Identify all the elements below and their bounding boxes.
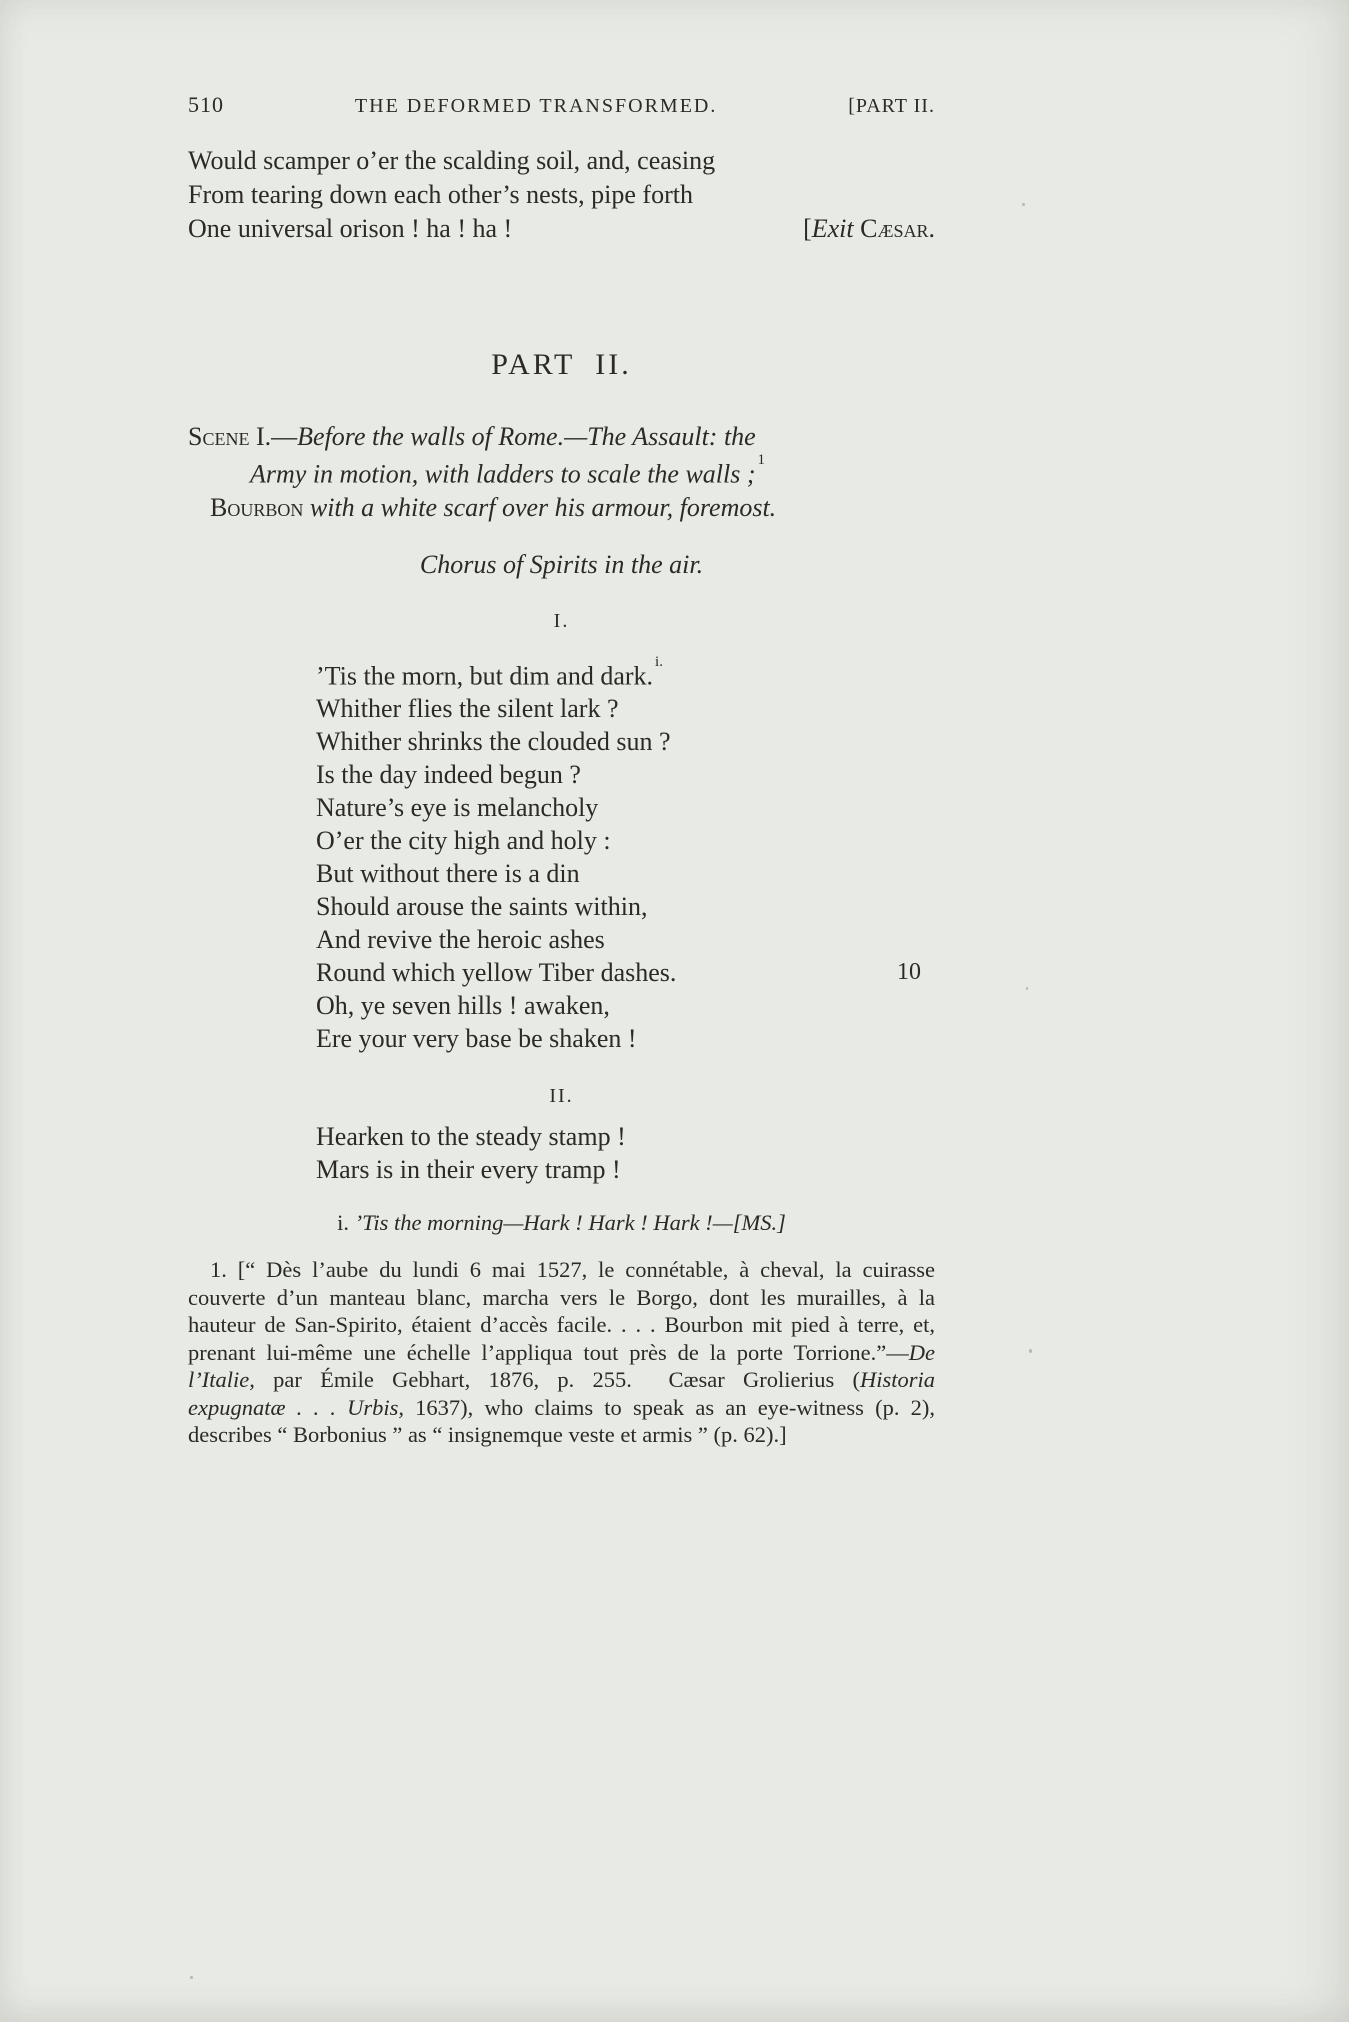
- scene-description: Before the walls of Rome.—The Assault: the: [297, 422, 756, 451]
- verse-line: Hearken to the steady stamp !: [316, 1122, 626, 1152]
- verse-line: And revive the heroic ashes: [316, 925, 605, 955]
- scene-heading: [188, 420, 935, 524]
- page-header: [188, 92, 935, 118]
- scene-description: Army in motion, with ladders to scale the walls ;: [250, 459, 756, 489]
- footnote-cited-work: De l’Italie,: [188, 1339, 935, 1393]
- page-number: 510: [188, 92, 224, 117]
- footnote-text: 1637), who claims to speak as an eye-witness (p. 2), describes “ Borbonius ” as “ insignemque veste et armis ” (p. 62).]: [188, 1394, 936, 1448]
- stage-direction-verb: Exit: [811, 214, 854, 243]
- scene-line: [250, 453, 935, 491]
- scan-artifact: [190, 1976, 193, 1979]
- scan-artifact: [1026, 987, 1028, 990]
- stanza-number: I.: [553, 609, 570, 632]
- variant-ref: i.: [337, 1210, 355, 1236]
- footnote-cited-work: Historia expugnatæ . . . Urbis,: [188, 1367, 935, 1420]
- line-number: 10: [897, 959, 921, 986]
- stanza-1: [316, 655, 935, 1056]
- scan-artifact: [1022, 203, 1025, 206]
- verse-line: Should arouse the saints within,: [316, 892, 648, 922]
- scan-artifact: [1029, 1349, 1032, 1353]
- stage-direction: [803, 212, 935, 246]
- opening-passage: [188, 144, 935, 246]
- scene-line: [210, 491, 935, 524]
- verse-line: O’er the city high and holy :: [316, 826, 611, 856]
- verse-line: Whither flies the silent lark ?: [316, 694, 619, 724]
- verse-line: Mars is in their every tramp !: [316, 1155, 621, 1185]
- verse-line: Whither shrinks the clouded sun ?: [316, 727, 671, 757]
- verse-line-text: Round which yellow Tiber dashes.: [316, 958, 677, 988]
- footnote: [188, 1256, 935, 1449]
- footnote-ref: 1: [757, 452, 766, 468]
- verse-line: But without there is a din: [316, 859, 580, 889]
- verse-line: Would scamper o’er the scalding soil, and, ceasing: [188, 146, 716, 175]
- stanza-number: II.: [549, 1085, 574, 1108]
- verse-line-text: ’Tis the morn, but dim and dark.: [316, 661, 654, 691]
- verse-line: Nature’s eye is melancholy: [316, 793, 599, 823]
- verse-line: [316, 956, 935, 989]
- chorus-heading: Chorus of Spirits in the air.: [419, 549, 704, 579]
- variant-source: [MS.]: [732, 1210, 786, 1236]
- scene-number: I.—: [249, 422, 298, 451]
- text-column: [188, 0, 935, 1449]
- verse-line: [316, 655, 935, 693]
- footnote-text: par Émile Gebhart, 1876, p. 255. Cæsar Grolierius (: [254, 1367, 860, 1393]
- variant-note: [188, 1210, 935, 1236]
- header-section-label: [PART II.: [848, 95, 935, 117]
- character-name: Bourbon: [210, 492, 304, 522]
- verse-line-text: One universal orison ! ha ! ha !: [188, 214, 513, 243]
- scene-description: with a white scarf over his armour, foremost.: [303, 492, 777, 522]
- stage-direction-bracket: [: [803, 214, 812, 243]
- verse-line: Ere your very base be shaken !: [316, 1024, 637, 1054]
- scene-label: Scene: [188, 422, 250, 451]
- variant-text: ’Tis the morning—Hark ! Hark ! Hark !—: [354, 1210, 733, 1236]
- verse-line: From tearing down each other’s nests, pipe forth: [188, 180, 693, 209]
- verse-line: Is the day indeed begun ?: [316, 760, 581, 790]
- verse-line: [188, 212, 935, 246]
- verse-line: Oh, ye seven hills ! awaken,: [316, 991, 610, 1021]
- running-title: THE DEFORMED TRANSFORMED.: [354, 95, 718, 117]
- part-heading: PART II.: [491, 348, 632, 381]
- stanza-2: [316, 1120, 935, 1186]
- footnote-ref: i.: [655, 653, 663, 670]
- character-name: Cæsar.: [853, 214, 935, 243]
- scene-line: [188, 420, 935, 453]
- footnote-text: 1. [“ Dès l’aube du lundi 6 mai 1527, le connétable, à cheval, la cuirasse couverte d’un manteau blanc, marcha vers le Borgo, dont les murailles, à la hauteur de San-Spirito, étaient d’accès facile. . . . Bourbon mit pied à terre, et, prenant lui-même une échelle l’appliqua tout près de la porte Torrione.”—: [188, 1257, 935, 1365]
